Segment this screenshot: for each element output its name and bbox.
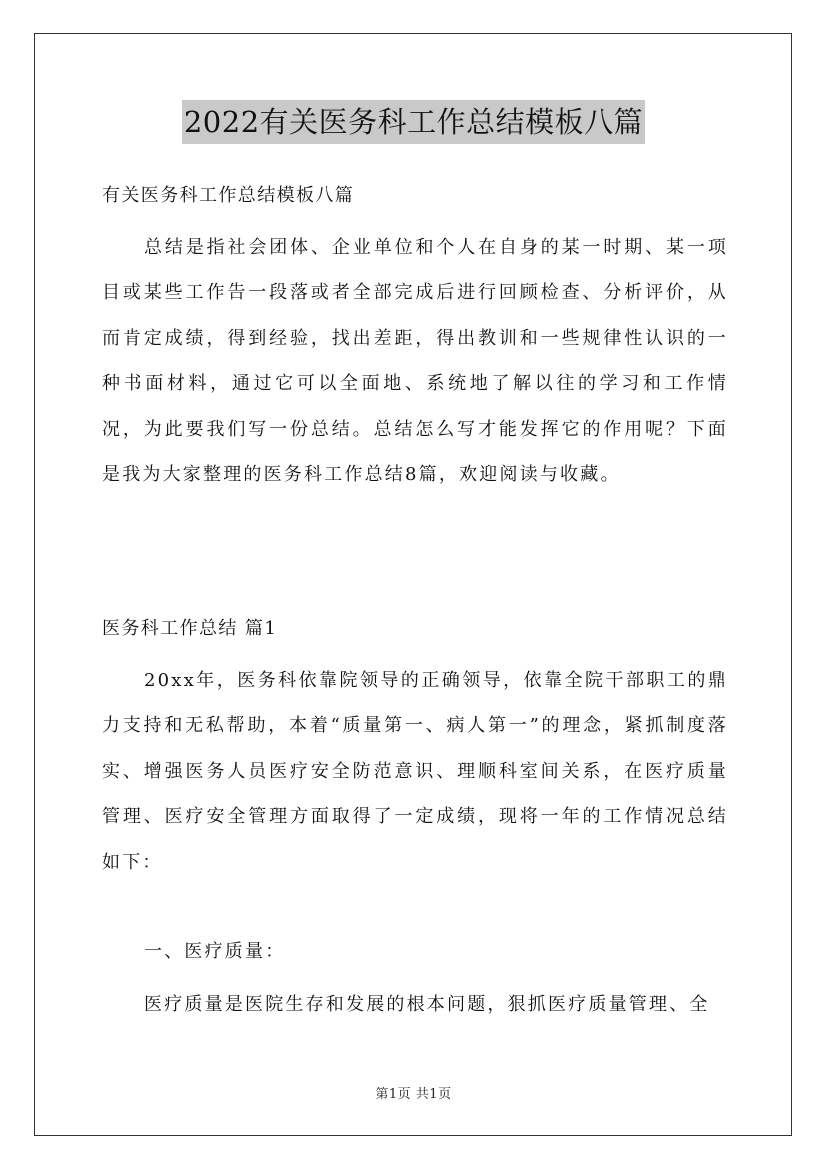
medical-quality-paragraph: 医疗质量是医院生存和发展的根本问题，狠抓医疗质量管理、全 <box>144 994 710 1015</box>
document-title: 2022有关医务科工作总结模板八篇 <box>182 100 645 144</box>
section-paragraph: 20xx年，医务科依靠院领导的正确领导，依靠全院干部职工的鼎力支持和无私帮助，本着“质量第一、病人第一”的理念，紧抓制度落实、增强医务人员医疗安全防范意识、理顺科室间关系，在医疗质量管理、医疗安全管理方面取得了一定成绩，现将一年的工作情况总结如下： <box>102 670 728 873</box>
document-subtitle: 有关医务科工作总结模板八篇 <box>102 185 355 206</box>
heading-medical-quality: 一、医疗质量： <box>144 941 286 962</box>
intro-paragraph: 总结是指社会团体、企业单位和个人在自身的某一时期、某一项目或某些工作告一段落或者全部完成后进行回顾检查、分析评价，从而肯定成绩，得到经验，找出差距，得出教训和一些规律性认识的一种书面材料，通过它可以全面地、系统地了解以往的学习和工作情况，为此要我们写一份总结。总结怎么写才能发挥它的作用呢？下面是我为大家整理的医务科工作总结8篇，欢迎阅读与收藏。 <box>102 237 728 486</box>
title-container <box>0 100 827 144</box>
page-footer: 第1页 共1页 <box>375 1087 452 1102</box>
section-title: 医务科工作总结 篇1 <box>102 618 278 639</box>
